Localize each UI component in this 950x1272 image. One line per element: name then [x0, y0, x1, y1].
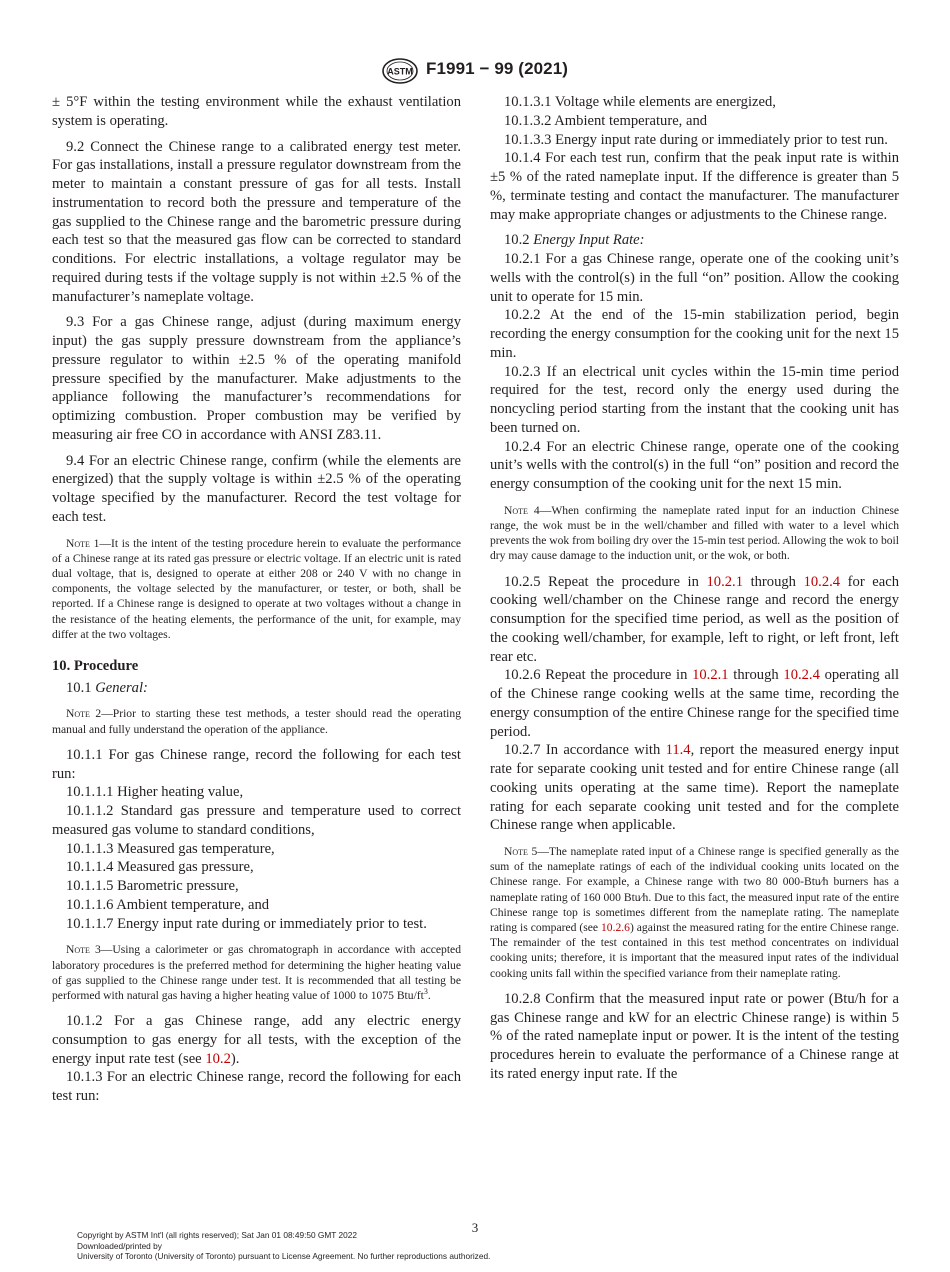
paragraph-10-1-1-4: 10.1.1.4 Measured gas pressure, [66, 859, 254, 876]
text: 10.2.7 In accordance with [504, 742, 666, 759]
note-4 [490, 503, 899, 564]
text: through [742, 573, 804, 590]
section-link[interactable]: 10.2 [205, 1050, 231, 1067]
note-label: Note 3 [66, 943, 101, 957]
section-link[interactable]: 10.2.4 [783, 667, 820, 684]
note-label: Note 4 [504, 503, 540, 517]
footer-line: Copyright by ASTM Int'l (all rights reserved); Sat Jan 01 08:49:50 GMT 2022 [77, 1230, 357, 1240]
standard-designation: F1991 − 99 (2021) [426, 59, 569, 78]
note-5 [490, 844, 899, 981]
section-heading: 10. Procedure [52, 657, 139, 674]
note-text: —The nameplate rated input of a Chinese range is specified generally as the sum of the nameplate ratings of each of the individual cooking units located on the Chinese range. For example, a Chinese range with two 80 000-Btu⁄h burners has a nameplate rating of 160 000 Btu⁄h. Due to this fact, the measured input rate of the entire Chinese range top is sometimes different from the nameplate rating. The nameplate rating is compared (see [490, 845, 899, 935]
section-link[interactable]: 10.2.1 [706, 573, 743, 590]
paragraph-10-1-3-1: 10.1.3.1 Voltage while elements are energized, [504, 94, 776, 110]
text: 10.2.5 Repeat the procedure in [504, 573, 707, 590]
note-3 [52, 942, 461, 1003]
text: ). [230, 1050, 240, 1067]
text: 10.1.2 For a gas Chinese range, add any electric energy consumption to gas energy for all tests, with the exception of the energy input rate test (see [52, 1013, 461, 1067]
paragraph-10-2-8: 10.2.8 Confirm that the measured input rate or power (Btu/h for a gas Chinese range and kW for an electric Chinese range) is within 5 % of the rated nameplate input or power. It is the intent of the testing procedures herein to evaluate the performance of a Chinese range at its rated energy input rate. If the [490, 990, 899, 1082]
paragraph-10-1-1-7: 10.1.1.7 Energy input rate during or immediately prior to test. [66, 915, 427, 932]
paragraph-10-1-1-5: 10.1.1.5 Barometric pressure, [66, 878, 239, 895]
section-link[interactable]: 11.4 [665, 742, 691, 759]
paragraph-10-1-1-1: 10.1.1.1 Higher heating value, [66, 784, 244, 801]
left-column [52, 93, 461, 1106]
section-link[interactable]: 10.2.6 [600, 921, 630, 935]
paragraph-10-2-1: 10.2.1 For a gas Chinese range, operate one of the cooking unit’s wells with the control(s) in the full “on” position. Allow the cooking unit to operate for 15 min. [490, 251, 899, 305]
paragraph-10-2-5 [490, 573, 899, 667]
paragraph-10-2-2: 10.2.2 At the end of the 15-min stabilization period, begin recording the energy consumption for the cooking unit for the next 15 min. [490, 307, 899, 361]
note-text: —Using a calorimeter or gas chromatograph in accordance with accepted laboratory procedures is the preferred method for determining the higher heating value of gas supplied to the Chinese range under test. It is recommended that all testing be performed with natural gas having a higher heating value of 1000 to 1075 Btu/ft [52, 943, 461, 1002]
paragraph-9-2: 9.2 Connect the Chinese range to a calibrated energy test meter. For gas installations, install a pressure regulator downstream from the meter to maintain a constant pressure of gas for all tests. Install instrumentation to record both the pressure and temperature of the gas supplied to the Chinese range and the barometric pressure during each test so that the measured gas flow can be corrected to standard conditions. For electric installations, a voltage regulator may be required during tests if the voltage supply is not within ±2.5 % of the manufacturer’s nameplate voltage. [52, 138, 461, 305]
note-label: Note 2 [66, 707, 102, 721]
page-header [0, 58, 950, 84]
text: , report the measured energy input rate for separate cooking unit tested and for entire Chinese range (all cooking units operating at the same time). Report the nameplate rating for each separate cooking unit tested and for the complete Chinese range when applicable. [490, 742, 899, 834]
note-end: . [427, 988, 431, 1002]
paragraph-10-2-3: 10.2.3 If an electrical unit cycles within the 15-min time period required for the test, record only the energy used during the noncycling period starting from the instant that the cooking unit has been turned on. [490, 363, 899, 436]
text: 10.2.6 Repeat the procedure in [504, 667, 693, 684]
paragraph-10-2-7 [490, 741, 899, 835]
paragraph-10-2-4: 10.2.4 For an electric Chinese range, operate one of the cooking unit’s wells with the control(s) in the full “on” position and record the energy consumption of the cooking unit for the next 15 min. [490, 438, 899, 492]
astm-logo [381, 58, 419, 84]
paragraph-10-1-2 [52, 1012, 461, 1068]
paragraph-10-1 [52, 679, 461, 698]
clause-number: 10.1 [66, 679, 92, 696]
text: through [728, 667, 784, 684]
note-text: ) against the measured rating for the entire Chinese range. The remainder of the test contained in this test method concentrates on individual cooking units; therefore, it is important that the measured input rates of the individual cooking units fall within the specified variance from their nameplate rating. [490, 921, 899, 980]
copyright-footer [77, 1230, 490, 1262]
note-text: —It is the intent of the testing procedure herein to evaluate the performance of a Chinese range at its rated gas pressure or electric voltage. If an electric unit is rated dual voltage, that is, designed to operate at either 208 or 240 V with no change in components, the voltage selected by the manufacturer, or tester, or both, shall be reported. If a Chinese range is designed to operate at two voltages without a change in the resistance of the heating elements, the performance of the unit, for example, may differ at the two voltages. [52, 536, 461, 641]
page-number: 3 [471, 1220, 479, 1235]
text: for each cooking well/chamber on the Chinese range and record the energy consumption for the specified time period, as well as the position of the cooking well/chamber, for example, left to right, or left front, left rear etc. [490, 573, 899, 665]
note-text: —When confirming the nameplate rated input for an induction Chinese range, the wok must be in the well/chamber and filled with water to a level which prevents the wok from boiling dry over the 15-min test period. Allowing the wok to boil dry may cause damage to the induction unit, or the wok, or both. [490, 503, 899, 563]
astm-logo-text: ASTM [387, 66, 413, 77]
paragraph-10-2-6 [490, 666, 899, 741]
note-text: —Prior to starting these test methods, a tester should read the operating manual and fully understand the operation of the appliance. [52, 707, 461, 736]
note-2 [52, 706, 461, 736]
paragraph-10-1-3-3: 10.1.3.3 Energy input rate during or immediately prior to test run. [504, 131, 888, 148]
text: operating all of the Chinese range cooking wells at the same time, recording the energy consumption of the entire Chinese range for the specified time period. [490, 667, 899, 740]
section-link[interactable]: 10.2.1 [692, 667, 729, 684]
footer-line: Downloaded/printed by [77, 1240, 162, 1251]
note-1 [52, 536, 461, 642]
clause-number: 10.2 [504, 232, 530, 249]
clause-title: General: [95, 679, 148, 696]
paragraph-10-1-3-2: 10.1.3.2 Ambient temperature, and [504, 112, 708, 129]
paragraph-10-1-1-3: 10.1.1.3 Measured gas temperature, [66, 840, 275, 857]
paragraph-10-1-1-6: 10.1.1.6 Ambient temperature, and [66, 896, 270, 913]
paragraph-10-2 [490, 231, 899, 250]
superscript: 3 [423, 986, 428, 996]
clause-title: Energy Input Rate: [533, 232, 645, 249]
paragraph-10-1-3: 10.1.3 For an electric Chinese range, record the following for each test run: [52, 1069, 461, 1105]
paragraph-10-1-1-2: 10.1.1.2 Standard gas pressure and temperature used to correct measured gas volume to standard conditions, [52, 803, 461, 838]
section-link[interactable]: 10.2.4 [803, 573, 841, 590]
paragraph-9-1-continuation: ± 5°F within the testing environment while the exhaust ventilation system is operating. [52, 94, 461, 129]
right-column [490, 93, 899, 1084]
paragraph-9-3: 9.3 For a gas Chinese range, adjust (during maximum energy input) the gas supply pressure downstream from the appliance’s pressure regulator to within ±2.5 % of the operating manifold pressure specified by the manufacturer. Make adjustments to the appliance following the manufacturer’s recommendations for optimizing combustion. Proper combustion may be verified by measuring air free CO in accordance with ANSI Z83.11. [52, 314, 461, 443]
paragraph-9-4: 9.4 For an electric Chinese range, confirm (while the elements are energized) that the supply voltage is within ±2.5 % of the operating voltage specified by the manufacturer. Record the test voltage for each test. [52, 452, 461, 525]
note-label: Note 1 [66, 536, 100, 550]
paragraph-10-1-1: 10.1.1 For gas Chinese range, record the following for each test run: [52, 746, 461, 782]
note-label: Note 5 [504, 845, 538, 859]
paragraph-10-1-4: 10.1.4 For each test run, confirm that the peak input rate is within ±5 % of the rated nameplate input. If the difference is greater than 5 %, terminate testing and contact the manufacturer. The manufacturer may make appropriate changes or adjustments to the Chinese range. [490, 150, 899, 223]
footer-line: University of Toronto (University of Toronto) pursuant to License Agreement. No further reproductions authorized. [77, 1251, 491, 1262]
